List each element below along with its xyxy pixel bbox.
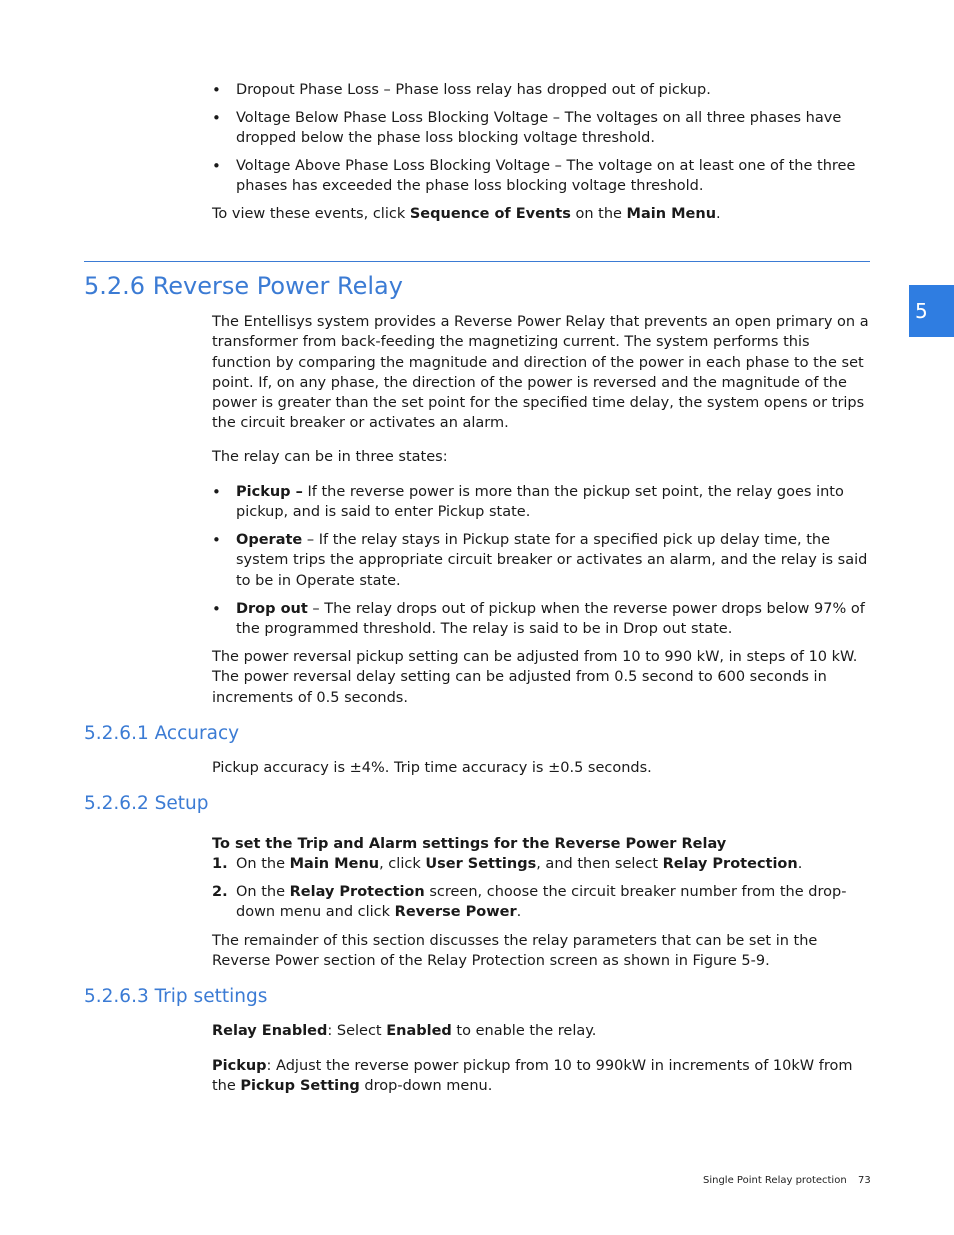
list-item: • Voltage Above Phase Loss Blocking Voltage – The voltage on at least one of the three phases has exceeded the phase loss blocking voltage threshold. [212,157,856,195]
accuracy-heading: 5.2.6.1 Accuracy [84,723,240,744]
setup-remainder: The remainder of this section discusses the relay parameters that can be set in the Reverse Power section of the Relay Protection screen as shown in Figure 5-9. [212,933,818,970]
setup-heading: 5.2.6.2 Setup [84,793,209,814]
bullet-icon: • [212,81,221,99]
bullet-icon: • [212,109,221,127]
footer-label: Single Point Relay protection [703,1175,847,1186]
bullet-icon: • [212,531,221,549]
procedure-step: 2. On the Relay Protection screen, choose the circuit breaker number from the drop-down menu and click Reverse Power. [212,884,847,921]
relay-enabled-paragraph: Relay Enabled: Select Enabled to enable the relay. [212,1023,597,1039]
list-item: • Voltage Below Phase Loss Blocking Voltage – The voltages on all three phases have dropped below the phase loss blocking voltage threshold. [212,109,842,147]
list-item: • Dropout Phase Loss – Phase loss relay has dropped out of pickup. [212,81,711,99]
accuracy-text: Pickup accuracy is ±4%. Trip time accuracy is ±0.5 seconds. [212,760,652,776]
pickup-paragraph: Pickup: Adjust the reverse power pickup from 10 to 990kW in increments of 10kW from the Pickup Setting drop-down menu. [212,1058,853,1095]
section-paragraph-3: The power reversal pickup setting can be adjusted from 10 to 990 kW, in steps of 10 kW. The power reversal delay setting can be adjusted from 0.5 second to 600 seconds in increments of 0.5 seconds. [212,649,858,706]
trip-settings-heading: 5.2.6.3 Trip settings [84,986,268,1007]
bullet-icon: • [212,483,221,501]
section-title: 5.2.6 Reverse Power Relay [84,272,403,300]
procedure-title: To set the Trip and Alarm settings for the Reverse Power Relay [212,836,727,852]
list-item: • Operate – If the relay stays in Pickup state for a specified pick up delay time, the system trips the appropriate circuit breaker or activates an alarm, and the relay is said to be in Operate state. [212,531,868,589]
page-number: 73 [858,1175,871,1186]
chapter-tab: 5 [909,285,954,337]
list-item: • Pickup – If the reverse power is more than the pickup set point, the relay goes into pickup, and is said to enter Pickup state. [212,483,844,521]
section-paragraph-2: The relay can be in three states: [212,449,448,465]
section-divider [84,261,870,262]
section-paragraph-1: The Entellisys system provides a Reverse Power Relay that prevents an open primary on a transformer from back-feeding the magnetizing current. The system performs this function by comparing the magnitude and direction of the power in each phase to the set point. If, on any phase, the direction of the power is reversed and the magnitude of the power is greater than the set point for the specified time delay, the system opens or trips the circuit breaker or activates an alarm. [212,314,869,432]
list-item: • Drop out – The relay drops out of pickup when the reverse power drops below 97% of the programmed threshold. The relay is said to be in Drop out state. [212,600,865,638]
bullet-icon: • [212,600,221,618]
view-events-paragraph: To view these events, click Sequence of Events on the Main Menu. [212,206,721,222]
bullet-icon: • [212,157,221,175]
procedure-step: 1. On the Main Menu, click User Settings, and then select Relay Protection. [212,856,803,872]
